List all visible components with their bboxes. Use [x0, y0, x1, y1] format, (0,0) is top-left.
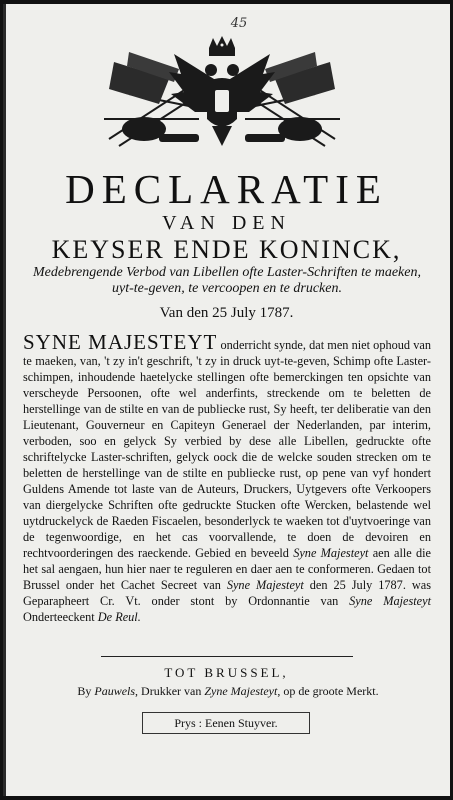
- divider-rule: [101, 656, 353, 657]
- imprint-end: , op de groote Merkt.: [277, 684, 379, 698]
- body-emphasis-2: Syne Majesteyt: [226, 578, 304, 592]
- imprint-city: TOT BRUSSEL,: [164, 665, 289, 680]
- imperial-eagle-emblem: [99, 34, 345, 152]
- subtitle: Medebrengende Verbod van Libellen ofte Laster-Schriften te maeken, uyt-te-geven, te vercoopen en te drucken.: [33, 265, 421, 296]
- title-sub: VAN DEN: [162, 212, 291, 234]
- body-emphasis-1: Syne Majesteyt: [293, 546, 369, 560]
- title-main: DECLARATIE: [65, 166, 388, 212]
- document-page: [3, 4, 450, 796]
- imprint-majesty: Zyne Majesteyt: [204, 684, 278, 698]
- body-part-4: Onderteeckent: [23, 610, 98, 624]
- page-number: 45: [230, 16, 248, 31]
- imprint-printer: Pauwels: [94, 684, 136, 698]
- body-emphasis-4: De Reul.: [97, 610, 141, 624]
- price-box: Prys : Eenen Stuyver.: [142, 712, 310, 734]
- imprint-by: By: [77, 684, 95, 698]
- body-lead: SYNE MAJESTEYT: [23, 330, 218, 354]
- imprint-line: [13, 683, 443, 699]
- imprint-middle: , Drukker van: [135, 684, 205, 698]
- dateline: Van den 25 July 1787.: [159, 305, 294, 321]
- body-emphasis-3: Syne Majesteyt: [349, 594, 432, 608]
- body-part-2: aen alle die het sal aengaen, hun hier naer te reguleren en daer aen te conformeren. Gedaen tot Brussel onder het Cachet Secreet van: [23, 546, 431, 592]
- body-part-3: den 25 July 1787. was Geparapheert Cr. Vt. onder stont by Ordonnantie van: [23, 578, 431, 608]
- title-name: KEYSER ENDE KONINCK,: [51, 235, 402, 264]
- body-part-1: onderricht synde, dat men niet ophoud van te maeken, van, 't zy in't geschrift, 't zy in druck uyt-te-geven, Schimp ofte Laster-schimpen, inhoudende haetelycke stellingen ofte bemerckingen ten opsichte van verscheyde Persoonen, ofte wel anderfints, streckende om te beletten de herstellinge van de stilte en van de publiecke rust, Sy heeft, ter deliberatie van den Lieutenant, Gouverneur en Capiteyn Generael der Nederlanden, par interim, verboden, soo en gelyck Sy verbied by dese alle Libellen, gedruckte ofte schriftelycke Laster-schriften, gelyck oock die de welcke souden strecken om te beletten de herstellinge van de stilte en publiecke rust, op pene van vyf hondert Guldens Amende tot laste van de Auteurs, Druckers, Uytgevers ofte Verkoopers van diergelycke Schriften ofte gedruckte Stucken ofte Wercken, belastende wel uytdruckelyck de Raeden Fiscaelen, besonderlyck te waeken tot d'uytvoeringe van de tegenwoordige, en het cas voorvallende, te doen de devoiren en rechtvoorderingen des raeckende. Gebied en beveeld: [23, 338, 431, 560]
- declaration-body: [23, 330, 432, 625]
